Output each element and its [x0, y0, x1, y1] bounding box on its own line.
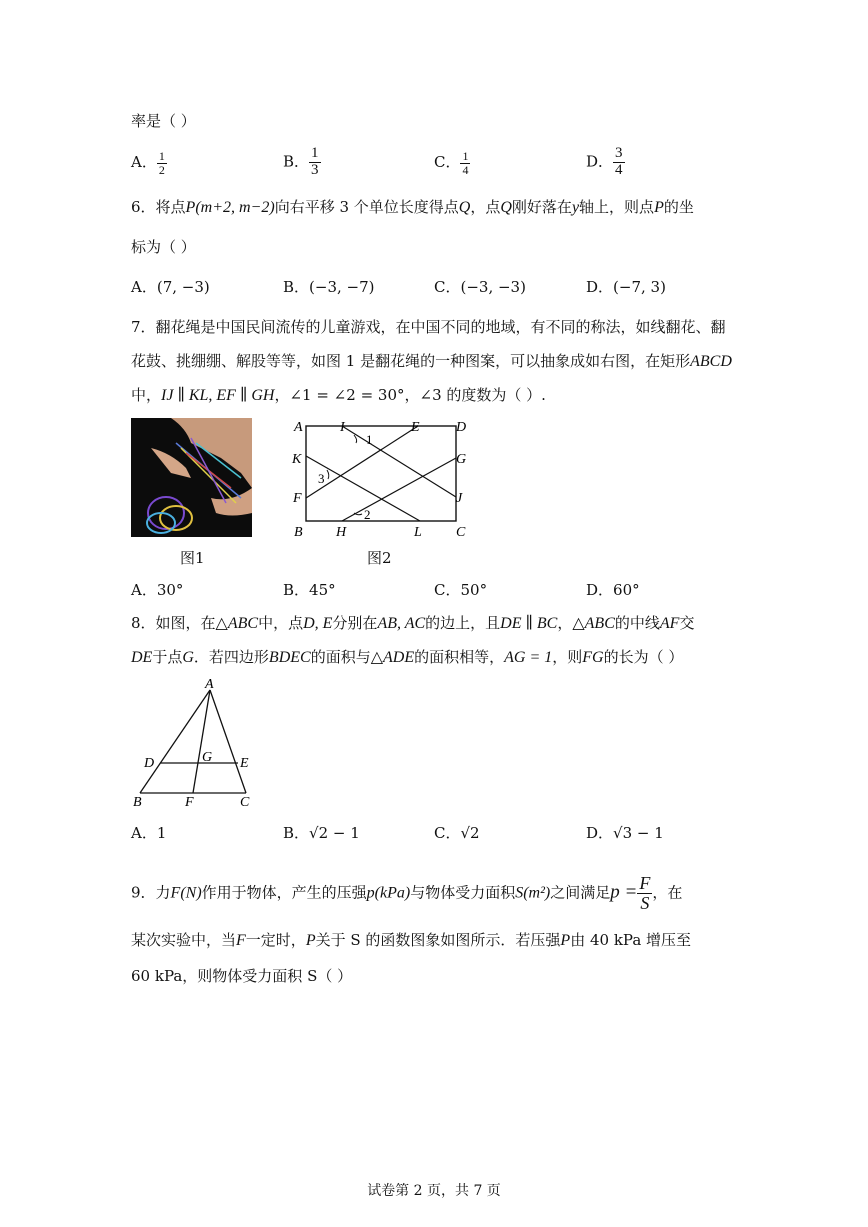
page-footer: 试卷第 2 页，共 7 页	[367, 1183, 501, 1199]
label-B: B	[294, 525, 303, 540]
q5-option-a[interactable]: A． $\frac{1}{2}$	[131, 149, 165, 177]
label-D: D	[456, 420, 467, 435]
label-E: E	[240, 756, 249, 771]
q7-option-c[interactable]: C．50°	[434, 581, 488, 599]
string-game-photo	[131, 418, 252, 537]
q8-line2: DE于点G．若四边形BDEC的面积与△ADE的面积相等，AG = 1，则FG的长为（ ）	[131, 648, 684, 666]
q6-option-c[interactable]: C．(−3, −3)	[434, 278, 526, 296]
rectangle-string-figure	[284, 413, 474, 543]
option-label: A．	[131, 153, 157, 172]
label-C: C	[456, 525, 466, 540]
q7-option-b[interactable]: B．45°	[283, 581, 336, 599]
q8-line1: 8．如图，在△ABC中，点D, E分别在AB, AC的边上，且DE ∥ BC，△ABC的中线AF交	[131, 614, 695, 632]
pressure-formula: $\frac{F}{S}$	[639, 873, 651, 913]
figure-2-caption: 图2	[367, 549, 392, 567]
string-game-illustration	[131, 418, 252, 537]
q7-option-a[interactable]: A．30°	[131, 581, 184, 599]
angle-2-label: 2	[364, 507, 371, 522]
q8-option-a[interactable]: A．1	[131, 824, 167, 842]
label-C: C	[240, 795, 250, 810]
option-label: D．	[586, 152, 614, 171]
label-E: E	[411, 420, 420, 435]
q8-option-c[interactable]: C．√2	[434, 824, 480, 842]
q8-option-b[interactable]: B．√2 − 1	[283, 824, 360, 842]
option-label: B．	[283, 152, 310, 171]
q7-line3: 中，IJ ∥ KL, EF ∥ GH，∠1 = ∠2 = 30°，∠3 的度数为（ ）.	[131, 386, 546, 404]
label-I: I	[340, 420, 345, 435]
q5-option-d[interactable]: D． $\frac{3}{4}$	[586, 145, 623, 178]
q7-line2: 花鼓、挑绷绷、解股等等，如图 1 是翻花绳的一种图案，可以抽象成如右图，在矩形ABCD	[131, 352, 732, 370]
angle-1-label: 1	[366, 432, 373, 447]
label-F: F	[185, 795, 194, 810]
label-J: J	[456, 491, 463, 506]
label-D: D	[144, 756, 155, 771]
q9-line3: 60 kPa，则物体受力面积 S（ ）	[131, 967, 353, 985]
point-expression: P(m+2, m−2)	[185, 199, 275, 216]
q8-option-d[interactable]: D．√3 − 1	[586, 824, 664, 842]
q5-stem-tail: 率是（ ）	[131, 112, 196, 130]
label-H: H	[336, 525, 347, 540]
q6-option-a[interactable]: A．(7, −3)	[131, 278, 210, 296]
label-F: F	[293, 491, 302, 506]
q5-option-c[interactable]: C． $\frac{1}{4}$	[434, 149, 469, 177]
q6-line1: 6．将点P(m+2, m−2)向右平移 3 个单位长度得点Q，点Q刚好落在y轴上，则点P的坐	[131, 198, 694, 216]
q9-line1: 9．力F(N)作用于物体，产生的压强p(kPa)与物体受力面积S(m²)之间满足p = $\frac{F}{S}$ ，在	[131, 873, 683, 913]
q5-option-b[interactable]: B． $\frac{1}{3}$	[283, 145, 319, 178]
q6-option-b[interactable]: B．(−3, −7)	[283, 278, 375, 296]
q6-line2: 标为（ ）	[131, 238, 196, 256]
triangle-figure	[128, 675, 263, 810]
label-G: G	[202, 750, 213, 765]
label-B: B	[133, 795, 142, 810]
label-A: A	[205, 677, 214, 692]
option-label: C．	[434, 153, 461, 172]
label-K: K	[292, 452, 302, 467]
label-L: L	[414, 525, 422, 540]
q6-option-d[interactable]: D．(−7, 3)	[586, 278, 666, 296]
label-G: G	[456, 452, 467, 467]
q7-option-d[interactable]: D．60°	[586, 581, 640, 599]
q9-line2: 某次实验中，当F一定时，P关于 S 的函数图象如图所示．若压强P由 40 kPa 增压至	[131, 931, 692, 949]
q7-line1: 7．翻花绳是中国民间流传的儿童游戏，在中国不同的地域，有不同的称法，如线翻花、翻	[131, 318, 726, 336]
label-A: A	[294, 420, 303, 435]
figure-1-caption: 图1	[180, 549, 205, 567]
angle-3-label: 3	[318, 471, 325, 486]
